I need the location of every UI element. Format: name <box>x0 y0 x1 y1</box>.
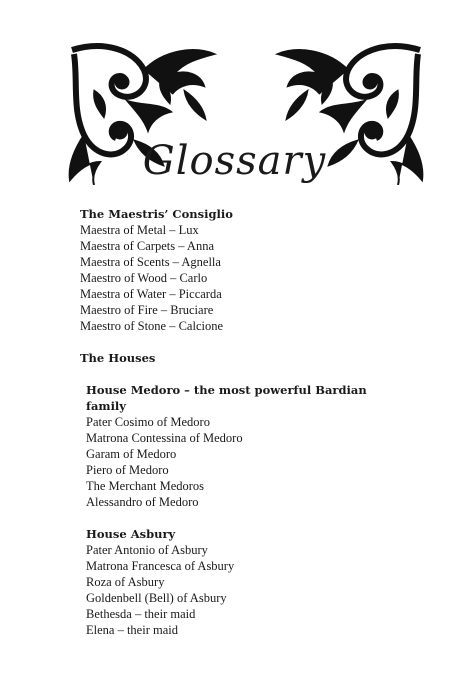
list-item: Elena – their maid <box>86 623 178 637</box>
section-heading-consiglio: The Maestris’ Consiglio <box>80 207 233 221</box>
list-item: Pater Cosimo of Medoro <box>86 415 210 429</box>
spacer <box>80 510 400 526</box>
list-item: Pater Antonio of Asbury <box>86 543 208 557</box>
list-item: Piero of Medoro <box>86 463 169 477</box>
section-heading-medoro: House Medoro – the most powerful Bardian family <box>86 383 367 413</box>
list-item: Maestra of Carpets – Anna <box>80 239 214 253</box>
spacer <box>80 334 400 350</box>
list-item: Garam of Medoro <box>86 447 177 461</box>
house-medoro-block <box>80 382 400 510</box>
list-item: Alessandro of Medoro <box>86 495 199 509</box>
list-item: Maestro of Fire – Bruciare <box>80 303 214 317</box>
list-item: Maestra of Metal – Lux <box>80 223 199 237</box>
house-asbury-block <box>80 526 400 638</box>
list-item: Maestro of Stone – Calcione <box>80 319 224 333</box>
list-item: Maestra of Scents – Agnella <box>80 255 221 269</box>
list-item: Matrona Francesca of Asbury <box>86 559 235 573</box>
glossary-content <box>80 206 400 638</box>
page-title: Glossary <box>142 138 327 184</box>
spacer <box>80 366 400 382</box>
list-item: Maestra of Water – Piccarda <box>80 287 222 301</box>
list-item: Matrona Contessina of Medoro <box>86 431 243 445</box>
list-item: Roza of Asbury <box>86 575 165 589</box>
list-item: The Merchant Medoros <box>86 479 205 493</box>
section-heading-asbury: House Asbury <box>86 527 176 541</box>
list-item: Maestro of Wood – Carlo <box>80 271 208 285</box>
list-item: Bethesda – their maid <box>86 607 196 621</box>
section-heading-houses: The Houses <box>80 351 156 365</box>
list-item: Goldenbell (Bell) of Asbury <box>86 591 227 605</box>
